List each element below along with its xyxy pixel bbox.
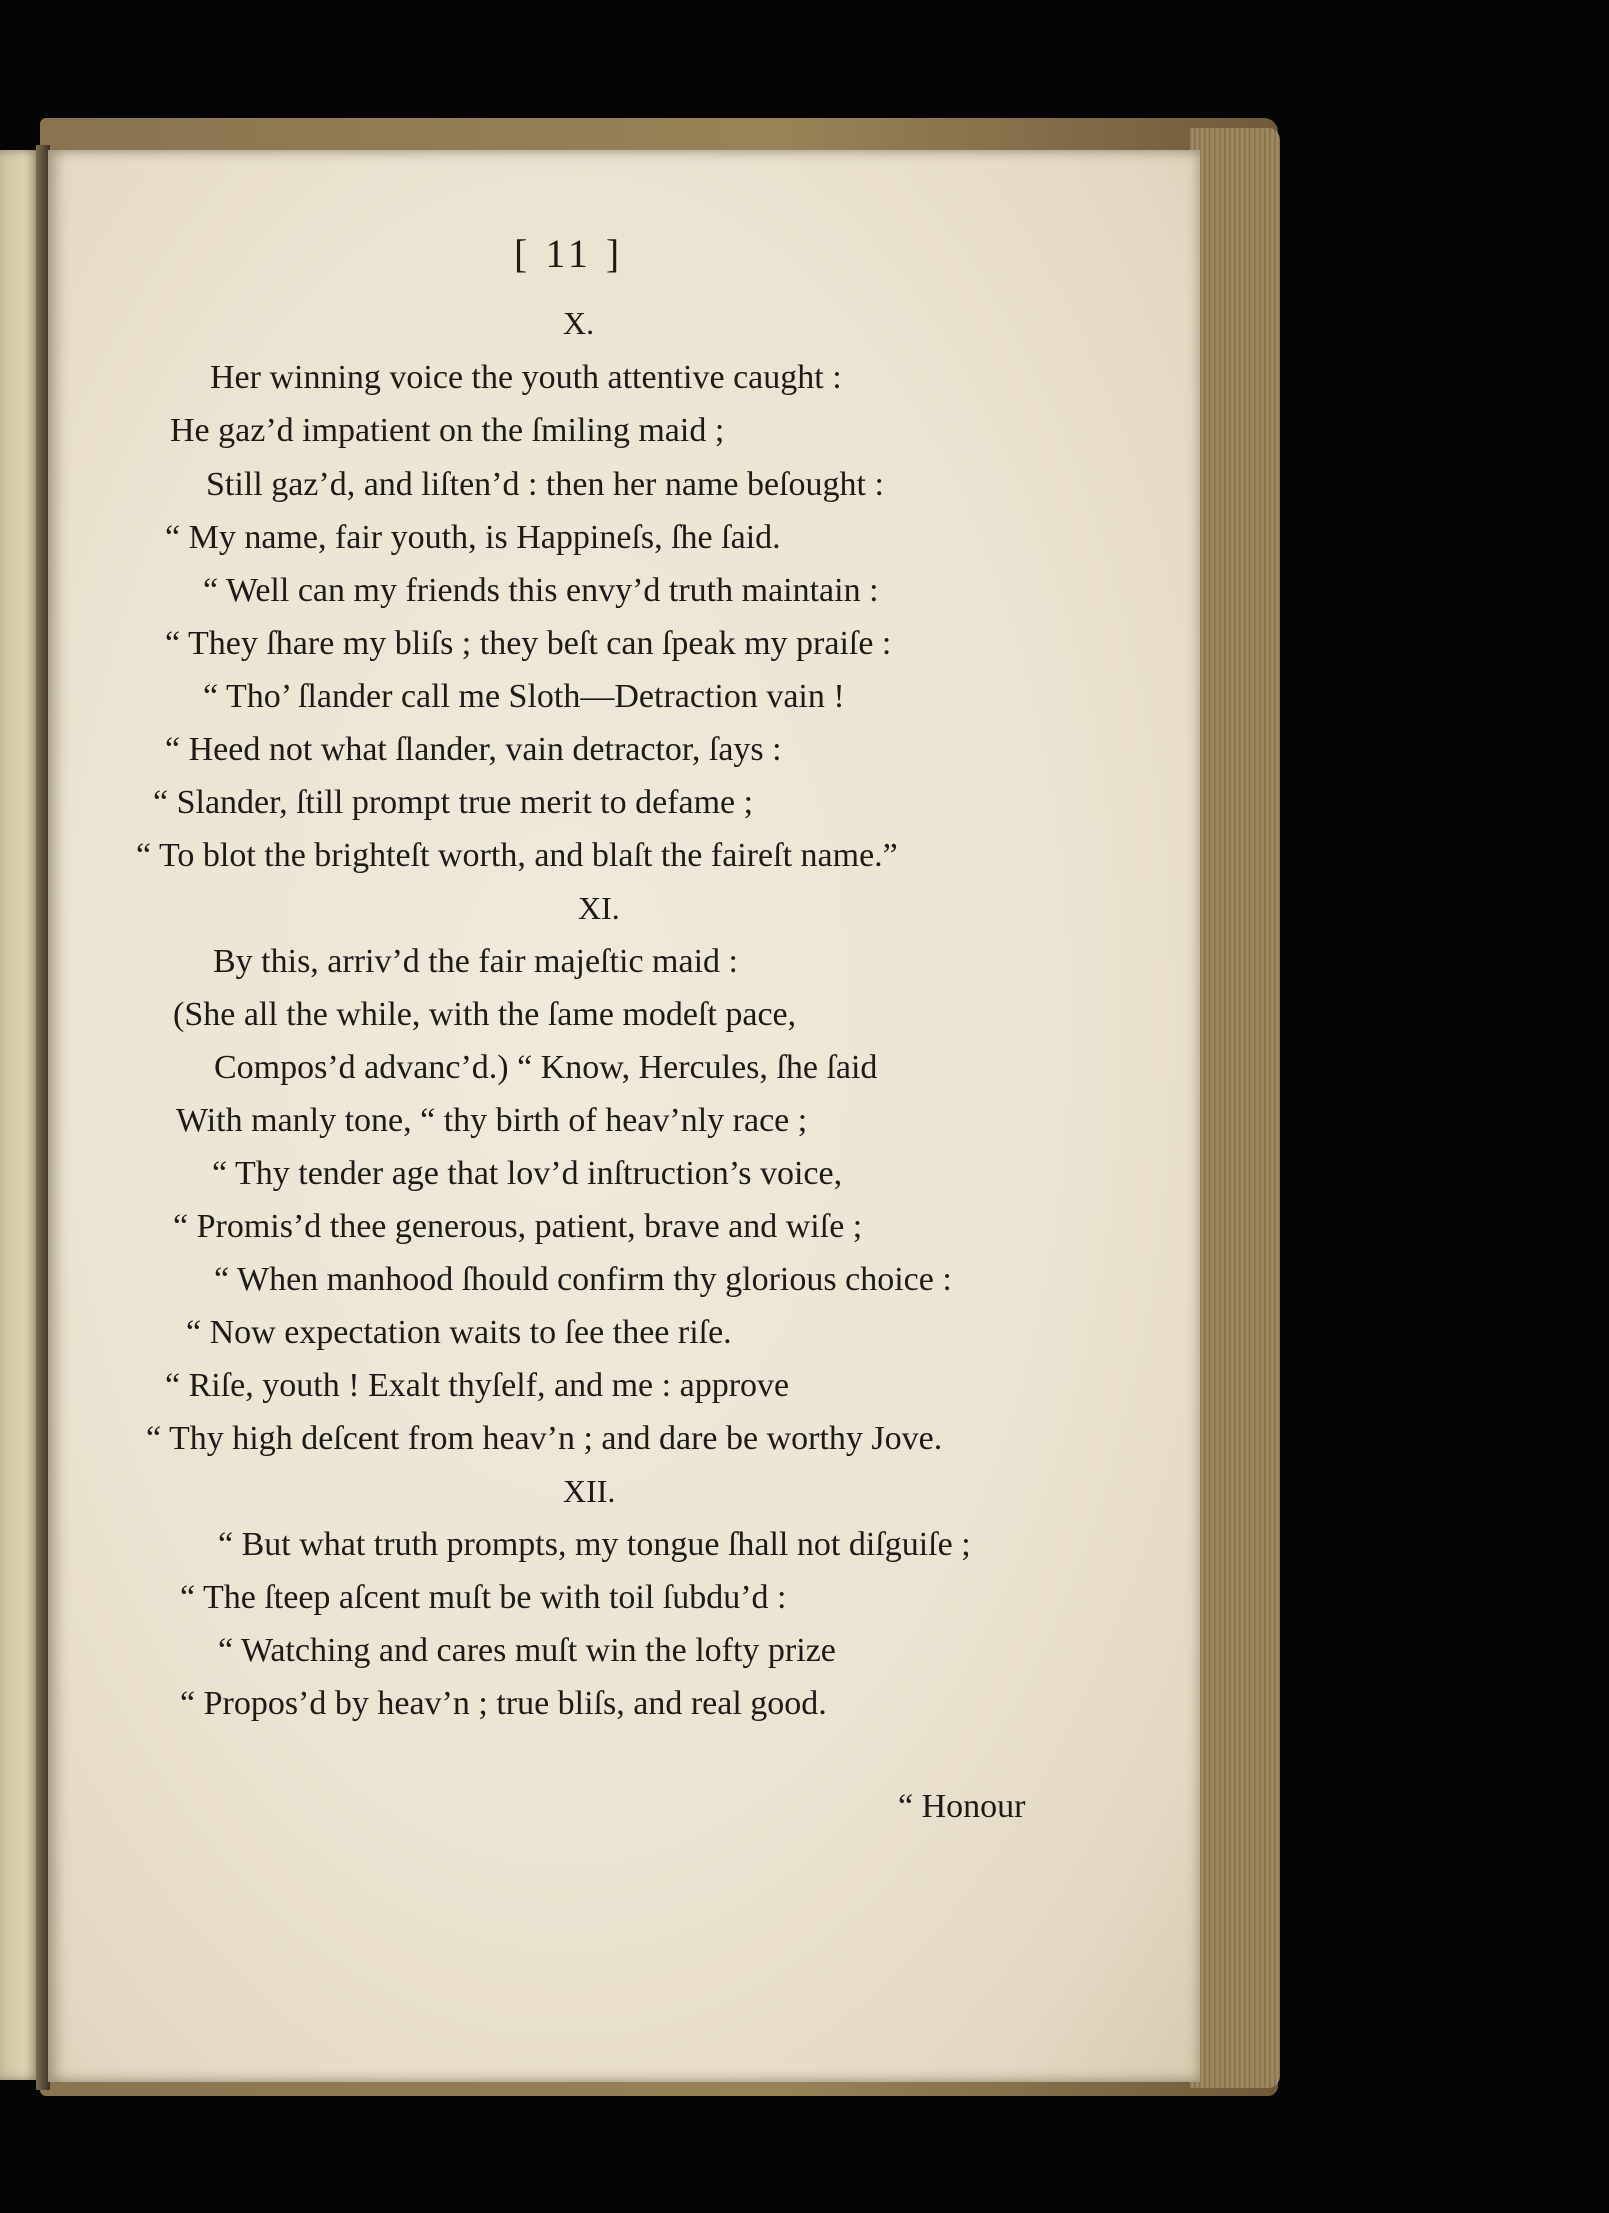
verse-line: “ Now expectation waits to ſee thee riſe. xyxy=(186,1314,732,1351)
verse-line: “ Heed not what ſlander, vain detractor, ſays : xyxy=(165,731,782,768)
verse-line: “ My name, fair youth, is Happineſs, ſhe ſaid. xyxy=(165,519,781,556)
verse-line: Her winning voice the youth attentive caught : xyxy=(210,359,842,396)
stanza-number-x: X. xyxy=(563,305,595,341)
verse-line: By this, arriv’d the fair majeſtic maid : xyxy=(213,943,738,980)
verse-line: Still gaz’d, and liſten’d : then her name beſought : xyxy=(206,466,884,503)
stanza-number-xii: XII. xyxy=(563,1473,616,1509)
verse-line: “ Tho’ ſlander call me Sloth—Detraction vain ! xyxy=(203,678,845,715)
verse-line: “ Propos’d by heav’n ; true bliſs, and real good. xyxy=(180,1685,827,1722)
verse-line: “ Slander, ſtill prompt true merit to defame ; xyxy=(153,784,754,821)
verse-line: “ Riſe, youth ! Exalt thyſelf, and me : approve xyxy=(165,1367,790,1404)
verse-line: “ Thy high deſcent from heav’n ; and dare be worthy Jove. xyxy=(146,1420,943,1457)
verse-line: With manly tone, “ thy birth of heav’nly race ; xyxy=(176,1102,808,1139)
catchword: “ Honour xyxy=(898,1788,1026,1825)
page-edges xyxy=(1190,128,1280,2088)
verse-line: “ When manhood ſhould confirm thy glorious choice : xyxy=(214,1261,952,1298)
book-page xyxy=(48,150,1200,2082)
verse-line: “ To blot the brighteſt worth, and blaſt the faireſt name.” xyxy=(136,837,898,874)
verse-line: (She all the while, with the ſame modeſt pace, xyxy=(173,996,797,1033)
verse-line: “ Thy tender age that lov’d inſtruction’s voice, xyxy=(212,1155,843,1192)
stanza-number-xi: XI. xyxy=(578,890,620,926)
verse-line: “ Well can my friends this envy’d truth maintain : xyxy=(203,572,879,609)
verse-line: He gaz’d impatient on the ſmiling maid ; xyxy=(170,412,725,449)
verse-line: “ Watching and cares muſt win the lofty prize xyxy=(218,1632,836,1669)
verse-line: “ They ſhare my bliſs ; they beſt can ſpeak my praiſe : xyxy=(165,625,892,662)
verse-line: “ Promis’d thee generous, patient, brave and wiſe ; xyxy=(173,1208,863,1245)
verse-line: “ The ſteep aſcent muſt be with toil ſubdu’d : xyxy=(180,1579,787,1616)
page-number-header: [ 11 ] xyxy=(514,231,624,276)
verse-line: “ But what truth prompts, my tongue ſhall not diſguiſe ; xyxy=(218,1526,971,1563)
verse-line: Compos’d advanc’d.) “ Know, Hercules, ſhe ſaid xyxy=(214,1049,878,1086)
